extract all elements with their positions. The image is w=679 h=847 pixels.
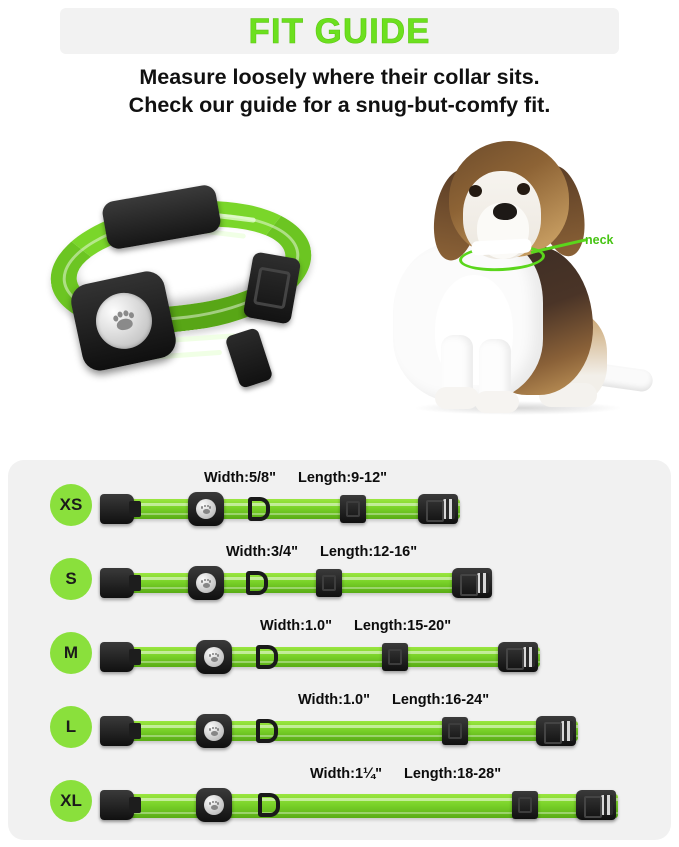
dog-eye [469, 185, 482, 197]
hero-section [0, 125, 679, 425]
size-dimensions-l [298, 692, 489, 714]
length-slider [512, 791, 538, 819]
collar-buckle [243, 251, 302, 324]
size-dimensions-m [260, 618, 451, 640]
dog-front-paw [475, 391, 519, 413]
size-badge-l: L [50, 706, 92, 748]
collar-product-image [40, 185, 330, 375]
size-chart-panel [8, 460, 671, 840]
collar-webbing [100, 647, 540, 667]
dog-eye [517, 183, 530, 195]
size-dimensions-xs [204, 470, 387, 492]
length-label: Length:15-20" [354, 618, 452, 634]
airtag-disc [204, 795, 224, 815]
length-label: Length:12-16" [320, 544, 418, 560]
airtag-disc [204, 647, 224, 667]
length-label: Length:9-12" [298, 470, 388, 486]
size-badge-xs: XS [50, 484, 92, 526]
collar-diagram-s [100, 566, 492, 600]
size-row [8, 618, 671, 692]
buckle-female [452, 568, 492, 598]
collar-webbing [100, 721, 578, 741]
buckle-male [100, 568, 134, 598]
airtag-disc [204, 721, 224, 741]
collar-diagram-m [100, 640, 540, 674]
width-label: Width:1¼" [310, 766, 382, 782]
neck-callout-label: neck [585, 233, 614, 248]
buckle-prongs [477, 573, 489, 593]
size-badge-m: M [50, 632, 92, 674]
length-slider [316, 569, 342, 597]
buckle-prongs [601, 795, 613, 815]
collar-diagram-xl [100, 788, 618, 826]
buckle-female [576, 790, 616, 820]
buckle-female [418, 494, 458, 524]
airtag-disc [196, 499, 216, 519]
fit-guide-title-bar [60, 8, 619, 54]
collar-webbing [100, 499, 460, 519]
dog-nose [493, 203, 517, 220]
size-row [8, 544, 671, 618]
length-slider [382, 643, 408, 671]
buckle-male [100, 790, 134, 820]
collar-slider [224, 327, 273, 389]
buckle-female [536, 716, 576, 746]
dog-front-paw [435, 387, 479, 409]
airtag-disc [90, 288, 156, 354]
buckle-male [100, 642, 134, 672]
size-row [8, 766, 671, 840]
buckle-female [498, 642, 538, 672]
buckle-prongs [561, 721, 573, 741]
subtitle-block [0, 64, 679, 119]
paw-print-icon [209, 653, 219, 662]
buckle-prongs [523, 647, 535, 667]
buckle-prongs [443, 499, 455, 519]
size-row [8, 692, 671, 766]
d-ring [258, 793, 280, 817]
airtag-holder [196, 640, 232, 674]
airtag-disc [196, 573, 216, 593]
size-row [8, 470, 671, 544]
collar-diagram-l [100, 714, 578, 748]
dog-photo [353, 125, 653, 425]
paw-print-icon [209, 727, 219, 736]
buckle-male [100, 716, 134, 746]
airtag-holder [196, 788, 232, 822]
page-title: FIT GUIDE [248, 11, 431, 51]
size-dimensions-xl [310, 766, 501, 788]
width-label: Width:3/4" [226, 544, 298, 560]
d-ring [246, 571, 268, 595]
paw-print-icon [201, 579, 211, 588]
width-label: Width:1.0" [260, 618, 332, 634]
d-ring [248, 497, 270, 521]
d-ring [256, 645, 278, 669]
width-label: Width:5/8" [204, 470, 276, 486]
size-badge-s: S [50, 558, 92, 600]
paw-print-icon [201, 505, 211, 514]
length-label: Length:18-28" [404, 766, 502, 782]
length-label: Length:16-24" [392, 692, 490, 708]
length-slider [442, 717, 468, 745]
airtag-holder [196, 714, 232, 748]
size-badge-xl: XL [50, 780, 92, 822]
subtitle-line-2: Check our guide for a snug-but-comfy fit. [128, 92, 551, 117]
collar-webbing [100, 794, 618, 818]
collar-webbing [100, 573, 492, 593]
subtitle-line-1: Measure loosely where their collar sits. [139, 65, 540, 89]
d-ring [256, 719, 278, 743]
buckle-male [100, 494, 134, 524]
paw-print-icon [209, 801, 219, 810]
airtag-holder [188, 492, 224, 526]
collar-diagram-xs [100, 492, 460, 526]
length-slider [340, 495, 366, 523]
paw-print-icon [111, 309, 137, 333]
size-dimensions-s [226, 544, 417, 566]
airtag-holder [188, 566, 224, 600]
width-label: Width:1.0" [298, 692, 370, 708]
